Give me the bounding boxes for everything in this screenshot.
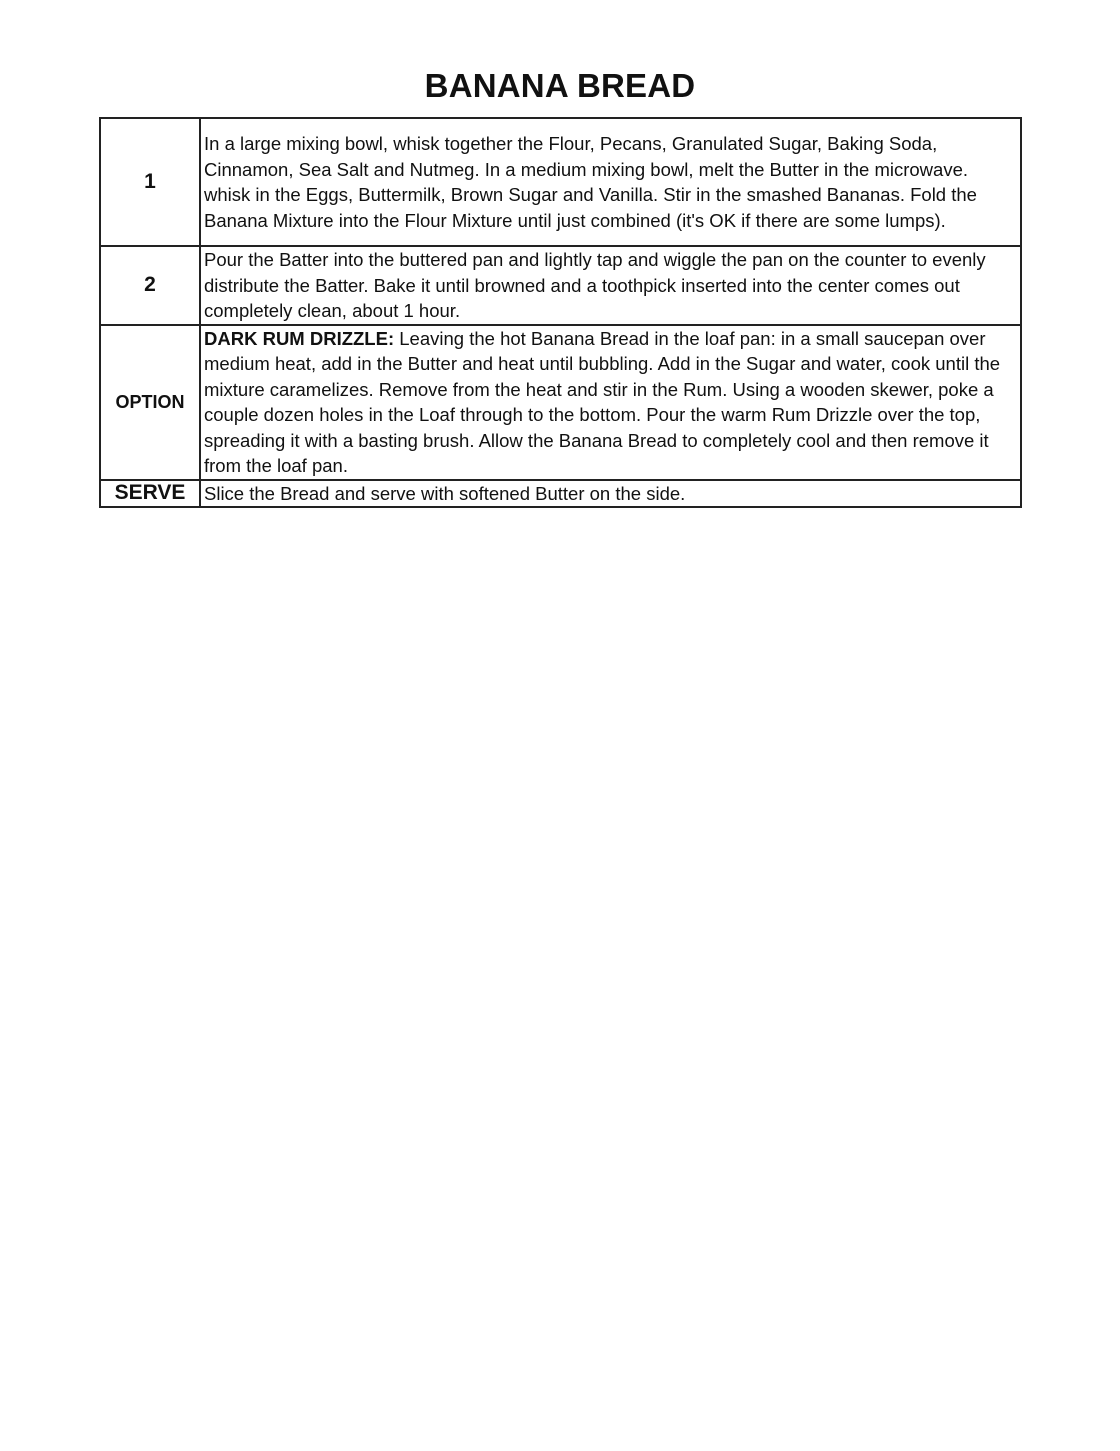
step-label: 1 — [100, 118, 200, 246]
step-row-option — [100, 325, 1021, 480]
step-body: Pour the Batter into the buttered pan and lightly tap and wiggle the pan on the counter to evenly distribute the Batter. Bake it until browned and a toothpick inserted into the center comes out completely clean, about 1 hour. — [204, 249, 986, 321]
step-label: OPTION — [100, 325, 200, 480]
step-lead: DARK RUM DRIZZLE: — [204, 327, 395, 349]
step-text — [200, 325, 1021, 480]
step-label: SERVE — [100, 480, 200, 508]
page-title: BANANA BREAD — [424, 67, 696, 104]
step-row-2 — [100, 246, 1021, 325]
step-text — [200, 480, 1021, 508]
step-body: Leaving the hot Banana Bread in the loaf pan: in a small saucepan over medium heat, add in the Butter and heat until bubbling. Add in the Sugar and water, cook until the mixture caramelizes. Remove from the heat and stir in the Rum. Using a wooden skewer, poke a couple dozen holes in the Loaf through to the bottom. Pour the warm Rum Drizzle over the top, spreading it with a basting brush. Allow the Banana Bread to completely cool and then remove it from the loaf pan. — [204, 327, 1001, 476]
step-body: In a large mixing bowl, whisk together the Flour, Pecans, Granulated Sugar, Baking Soda, Cinnamon, Sea Salt and Nutmeg. In a medium mixing bowl, melt the Butter in the microwave. whisk in the Eggs, Buttermilk, Brown Sugar and Vanilla. Stir in the smashed Bananas. Fold the Banana Mixture into the Flour Mixture until just combined (it's OK if there are some lumps). — [204, 133, 977, 231]
step-text — [200, 118, 1021, 246]
step-row-1 — [100, 118, 1021, 246]
step-row-serve — [100, 480, 1021, 508]
recipe-steps-table — [99, 117, 1022, 508]
step-label: 2 — [100, 246, 200, 325]
step-body: Slice the Bread and serve with softened Butter on the side. — [204, 482, 686, 504]
step-text — [200, 246, 1021, 325]
